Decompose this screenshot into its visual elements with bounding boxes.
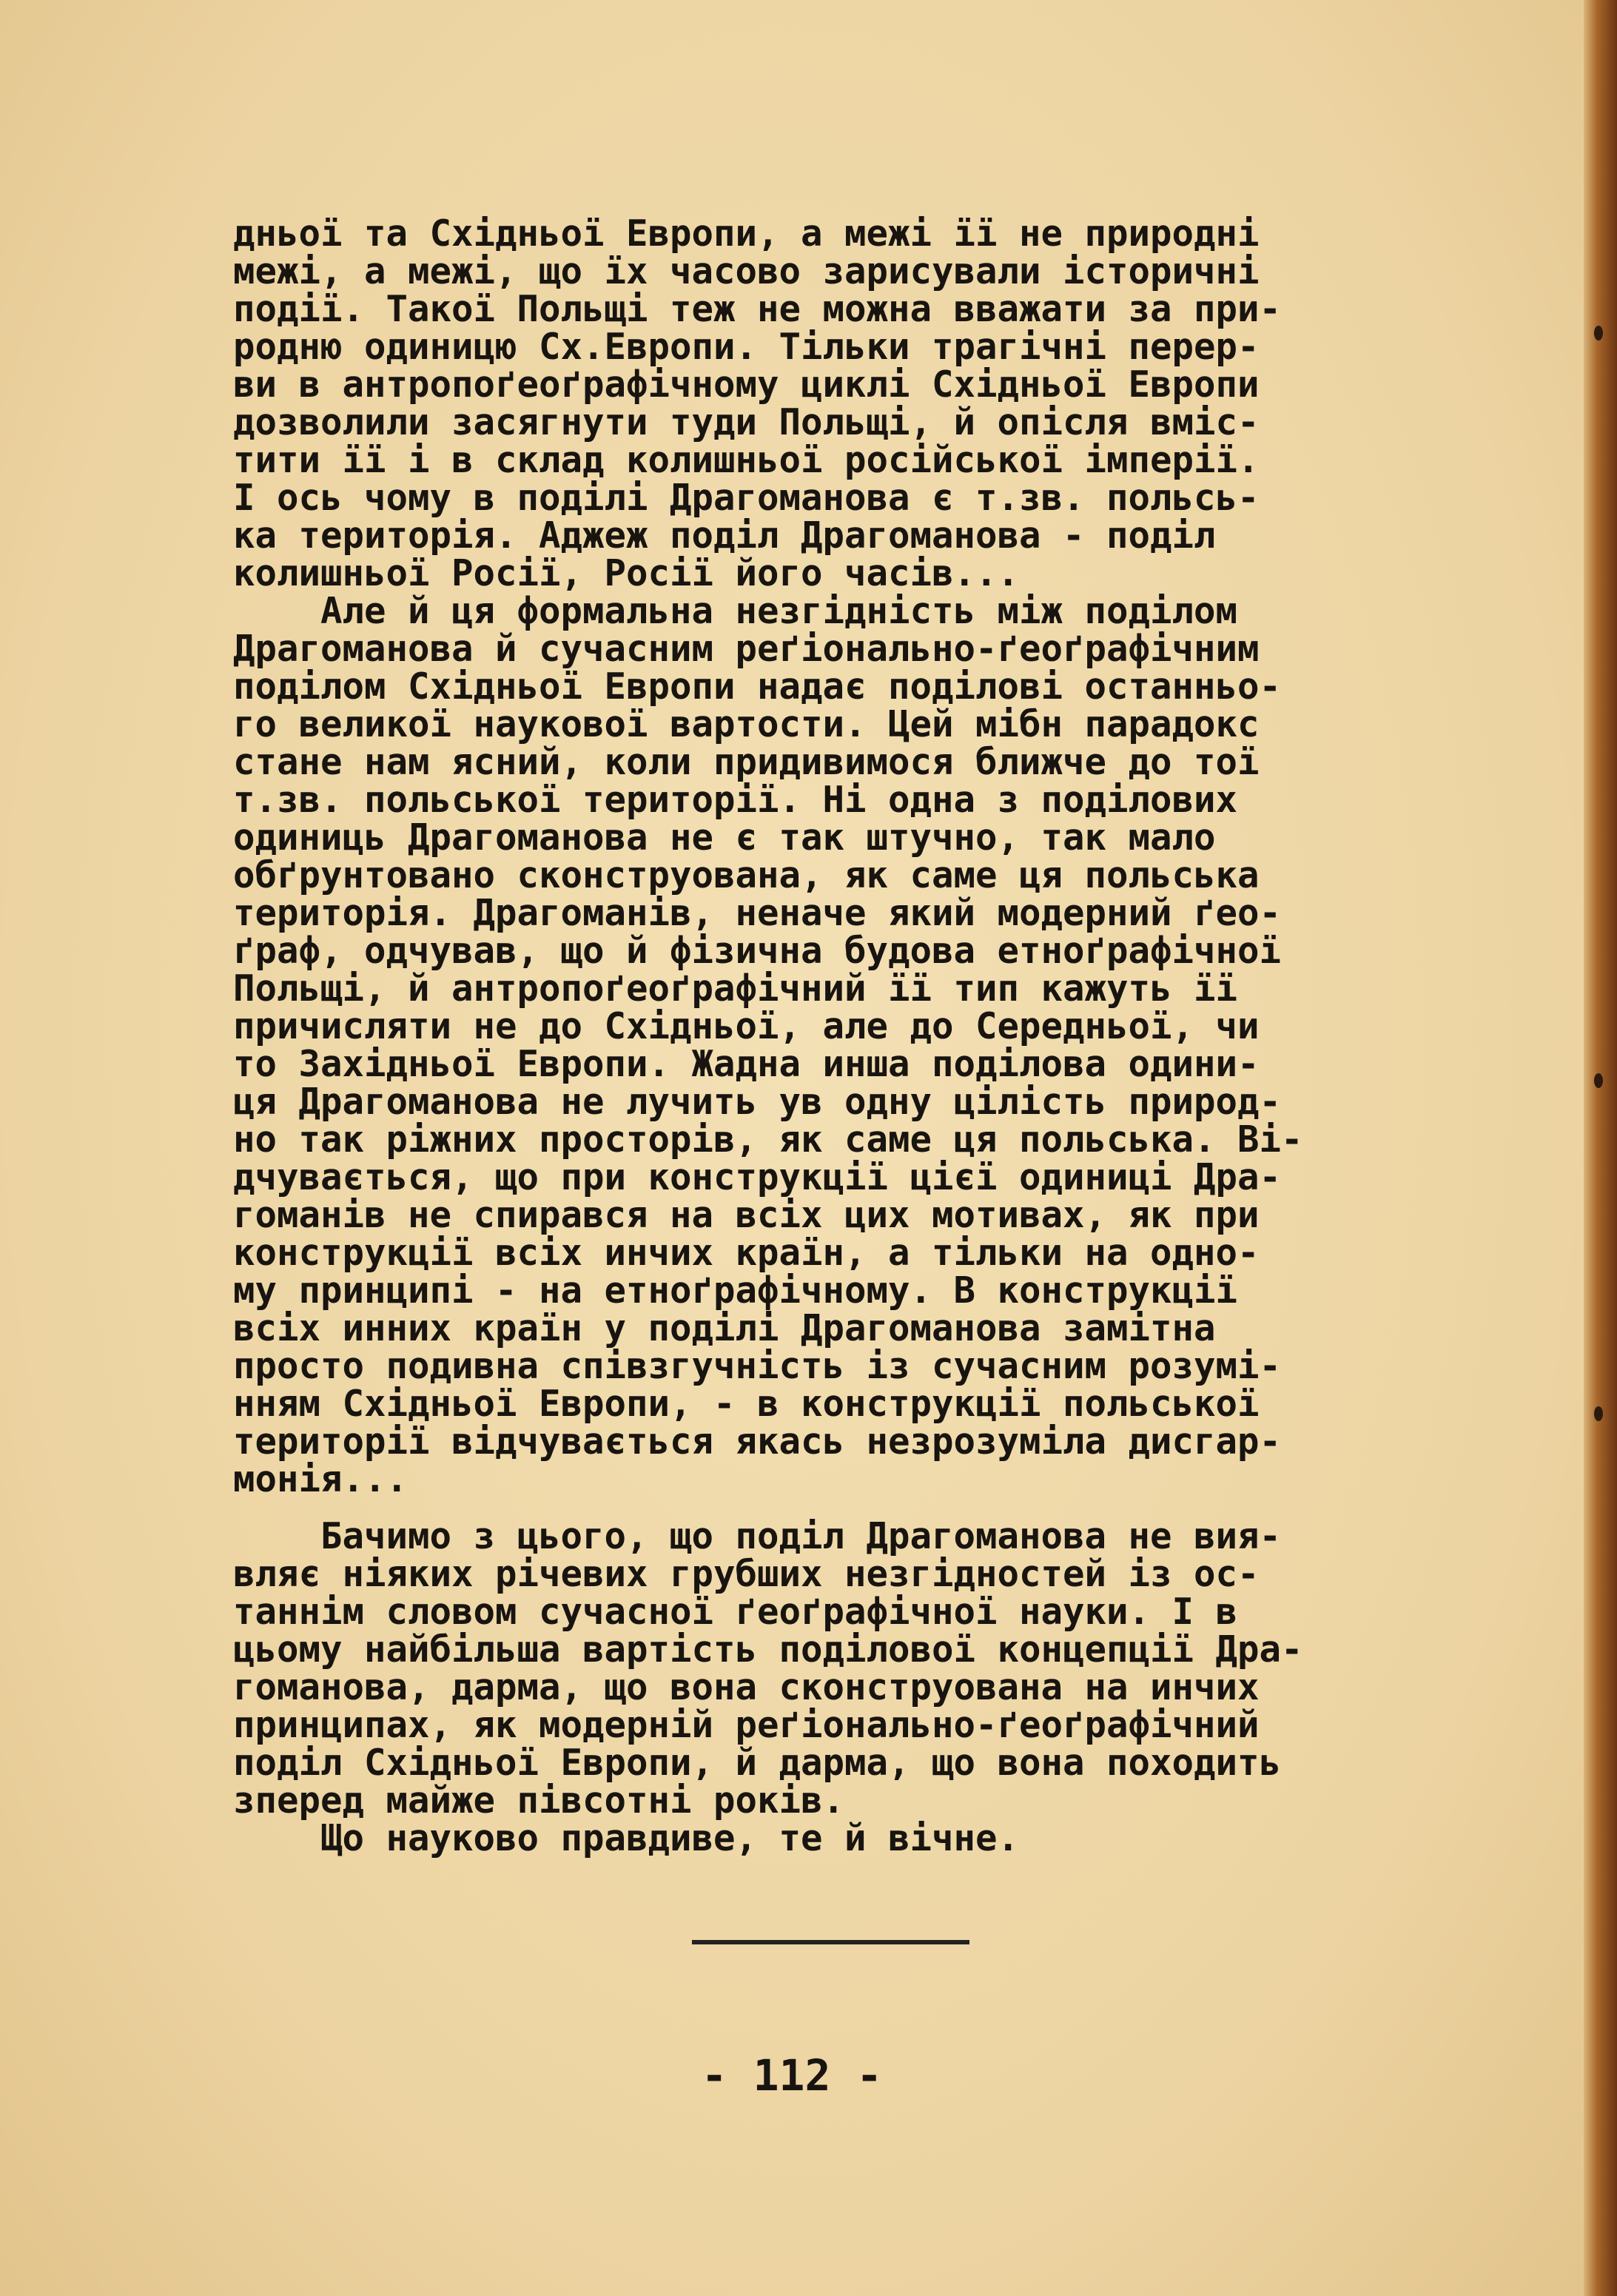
text-line: цьому найбільша вартість поділової концепції Дра-: [233, 1628, 1303, 1671]
text-line: Драгоманова й сучасним реґіонально-ґеоґрафічним: [233, 628, 1260, 670]
text-line: му принципі - на етноґрафічному. В конструкції: [233, 1269, 1238, 1312]
text-line: гоманова, дарма, що вона сконструована на инчих: [233, 1666, 1260, 1708]
text-line: всіх инних країн у поділі Драгоманова замітна: [233, 1307, 1216, 1349]
text-line: одиниць Драгоманова не є так штучно, так мало: [233, 816, 1216, 859]
text-line: т.зв. польської території. Ні одна з поділових: [233, 779, 1238, 821]
text-line: ви в антропоґеоґрафічному циклі Східньої Европи: [233, 363, 1260, 406]
binding-mark: [1594, 1406, 1603, 1421]
text-line: но так ріжних просторів, як саме ця польська. Ві-: [233, 1118, 1303, 1161]
binding-mark: [1594, 1073, 1603, 1088]
text-line: гоманів не спирався на всіх цих мотивах, як при: [233, 1194, 1260, 1236]
text-line: стане нам ясний, коли придивимося ближче до тої: [233, 741, 1260, 783]
text-line: монія...: [233, 1458, 409, 1500]
text-line: вляє ніяких річевих грубших незгідностей із ос-: [233, 1553, 1260, 1595]
text-line: конструкції всіх инчих країн, а тільки на одно-: [233, 1232, 1260, 1274]
text-line: нням Східньої Европи, - в конструкції польської: [233, 1383, 1260, 1425]
text-line: го великої наукової вартости. Цей мібн парадокс: [233, 703, 1260, 745]
text-line: родню одиницю Сх.Европи. Тільки трагічні перер-: [233, 326, 1260, 368]
text-line: території відчувається якась незрозуміла дисгар-: [233, 1420, 1282, 1463]
text-line: таннім словом сучасної ґеоґрафічної науки. І в: [233, 1591, 1238, 1633]
text-line: дозволили засягнути туди Польщі, й опісля вміс-: [233, 401, 1260, 443]
text-line: події. Такої Польщі теж не можна вважати за при-: [233, 288, 1282, 330]
text-line: причисляти не до Східньої, але до Середньої, чи: [233, 1005, 1260, 1047]
text-line: територія. Драгоманів, неначе який модерний ґео-: [233, 892, 1282, 934]
text-line: зперед майже півсотні років.: [233, 1779, 845, 1822]
book-spine-edge: [1584, 0, 1617, 2296]
text-line: Але й ця формальна незгідність між поділом: [233, 590, 1238, 632]
text-line: поділ Східньої Европи, й дарма, що вона походить: [233, 1742, 1282, 1784]
text-line: тити її і в склад колишньої російської імперії.: [233, 439, 1260, 481]
text-line: дньої та Східньої Европи, а межі її не природні: [233, 212, 1260, 255]
text-line: межі, а межі, що їх часово зарисували історичні: [233, 250, 1260, 292]
section-divider: [692, 1940, 969, 1944]
text-line: обґрунтовано сконструована, як саме ця польська: [233, 854, 1260, 896]
text-line: ця Драгоманова не лучить ув одну цілість природ-: [233, 1081, 1282, 1123]
text-line: принципах, як модерній реґіонально-ґеоґрафічний: [233, 1704, 1260, 1746]
page-number: - 112 -: [701, 2050, 883, 2101]
binding-mark: [1594, 326, 1603, 340]
text-line: Що науково правдиве, те й вічне.: [233, 1817, 1020, 1859]
text-line: колишньої Росії, Росії його часів...: [233, 552, 1020, 594]
text-line: ка територія. Аджеж поділ Драгоманова - поділ: [233, 514, 1216, 557]
text-line: просто подивна співзгучність із сучасним розумі-: [233, 1345, 1282, 1387]
text-line: Бачимо з цього, що поділ Драгоманова не вия-: [233, 1515, 1282, 1557]
text-line: дчувається, що при конструкції цієї одиниці Дра-: [233, 1156, 1282, 1198]
text-line: ґраф, одчував, що й фізична будова етноґрафічної: [233, 930, 1282, 972]
text-line: Польщі, й антропоґеоґрафічний її тип кажуть її: [233, 967, 1238, 1010]
text-line: поділом Східньої Европи надає поділові останньо-: [233, 665, 1282, 708]
text-line: І ось чому в поділі Драгоманова є т.зв. польсь-: [233, 477, 1260, 519]
text-line: то Західньої Европи. Жадна инша поділова одини-: [233, 1043, 1260, 1085]
